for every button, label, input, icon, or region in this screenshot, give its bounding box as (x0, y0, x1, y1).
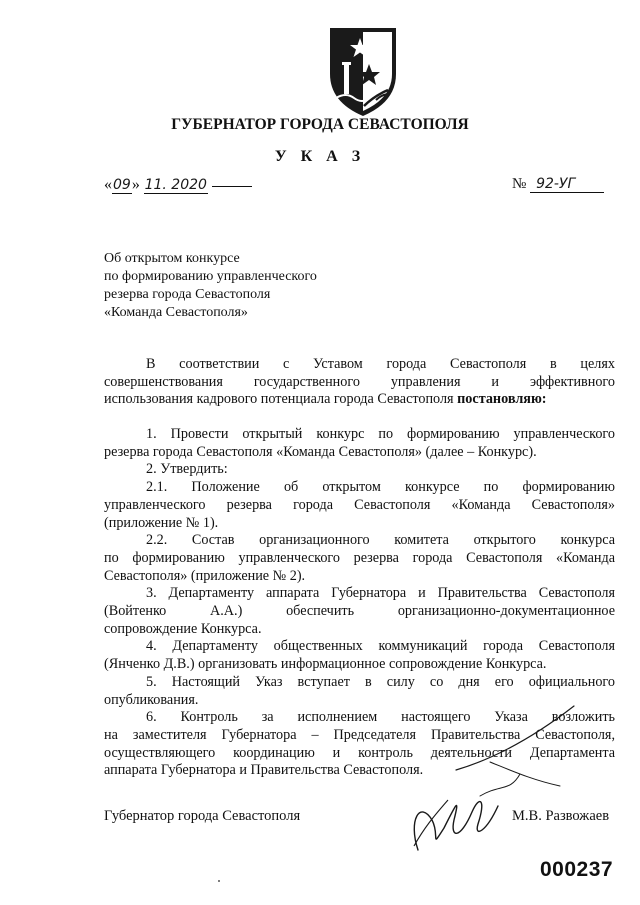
item-1-line: 1. Провести открытый конкурс по формированию управленческого (146, 426, 615, 442)
handwritten-signature (360, 700, 600, 860)
resolution-keyword: постановляю: (457, 391, 547, 408)
item-6-line: осуществляющего координацию и контроль деятельности Департамента (104, 744, 615, 761)
preamble-paragraph (104, 356, 615, 409)
signer-position: Губернатор города Севастополя (104, 808, 301, 824)
decree-subject (104, 250, 317, 322)
item-4-line: 4. Департаменту общественных коммуникаций города Севастополя (146, 638, 615, 655)
number-sign: № (512, 176, 527, 192)
issuing-authority-heading: ГУБЕРНАТОР ГОРОДА СЕВАСТОПОЛЯ (171, 116, 469, 133)
item-3-line: сопровождение Конкурса. (104, 620, 262, 637)
document-type-heading: У К А З (274, 148, 366, 165)
item-3-line: (Войтенко А.А.) обеспечить организационно-документационное (104, 603, 615, 620)
document-serial-number: 000237 (540, 858, 614, 881)
sevastopol-coat-of-arms-emblem (324, 24, 402, 118)
item-3-line: 3. Департаменту аппарата Губернатора и Правительства Севастополя (146, 585, 615, 602)
date-open-quote: « (104, 176, 112, 193)
item-2-2-line: 2.2. Состав организационного комитета открытого конкурса (146, 532, 615, 549)
date-day: 09 (113, 177, 131, 193)
decree-date (104, 176, 252, 194)
item-4-line: (Янченко Д.В.) организовать информационное сопровождение Конкурса. (104, 656, 547, 673)
preamble-text: использования кадрового потенциала города Севастополя (104, 391, 458, 408)
date-close-quote: » (131, 176, 140, 193)
scan-speck (218, 880, 220, 882)
item-2-line: 2. Утвердить: (146, 461, 228, 478)
signer-name: М.В. Развожаев (512, 808, 610, 824)
date-underline (212, 186, 252, 187)
subject-line: «Команда Севастополя» (104, 305, 248, 320)
decree-number (512, 176, 604, 193)
number-value: 92-УГ (530, 176, 604, 193)
item-5-line: 5. Настоящий Указ вступает в силу со дня его официального (146, 673, 615, 690)
subject-line: по формированию управленческого (104, 269, 317, 284)
text-line: В соответствии с Уставом города Севастополя в целях (146, 356, 615, 372)
item-2-1-line: 2.1. Положение об открытом конкурсе по формированию (146, 479, 615, 496)
item-6-line: 6. Контроль за исполнением настоящего Указа возложить (146, 709, 615, 726)
text-line: совершенствования государственного управления и эффективного (104, 373, 615, 390)
item-2-2-line: Севастополя» (приложение № 2). (104, 567, 306, 584)
subject-line: резерва города Севастополя (104, 287, 271, 302)
item-2-1-line: управленческого резерва города Севастополя «Команда Севастополя» (104, 496, 615, 513)
item-6-line: на заместителя Губернатора – Председателя Правительства Севастополя, (104, 726, 615, 743)
item-2-1-line: (приложение № 1). (104, 514, 219, 531)
item-2-2-line: по формированию управленческого резерва города Севастополя «Команда (104, 549, 615, 566)
text-line (104, 391, 615, 409)
item-1-line: резерва города Севастополя «Команда Севастополя» (далее – Конкурс). (104, 443, 537, 460)
date-month-year: 11. 2020 (144, 177, 207, 193)
item-6-line: аппарата Губернатора и Правительства Севастополя. (104, 762, 424, 779)
subject-line: Об открытом конкурсе (104, 251, 240, 266)
item-5-line: опубликования. (104, 691, 199, 708)
